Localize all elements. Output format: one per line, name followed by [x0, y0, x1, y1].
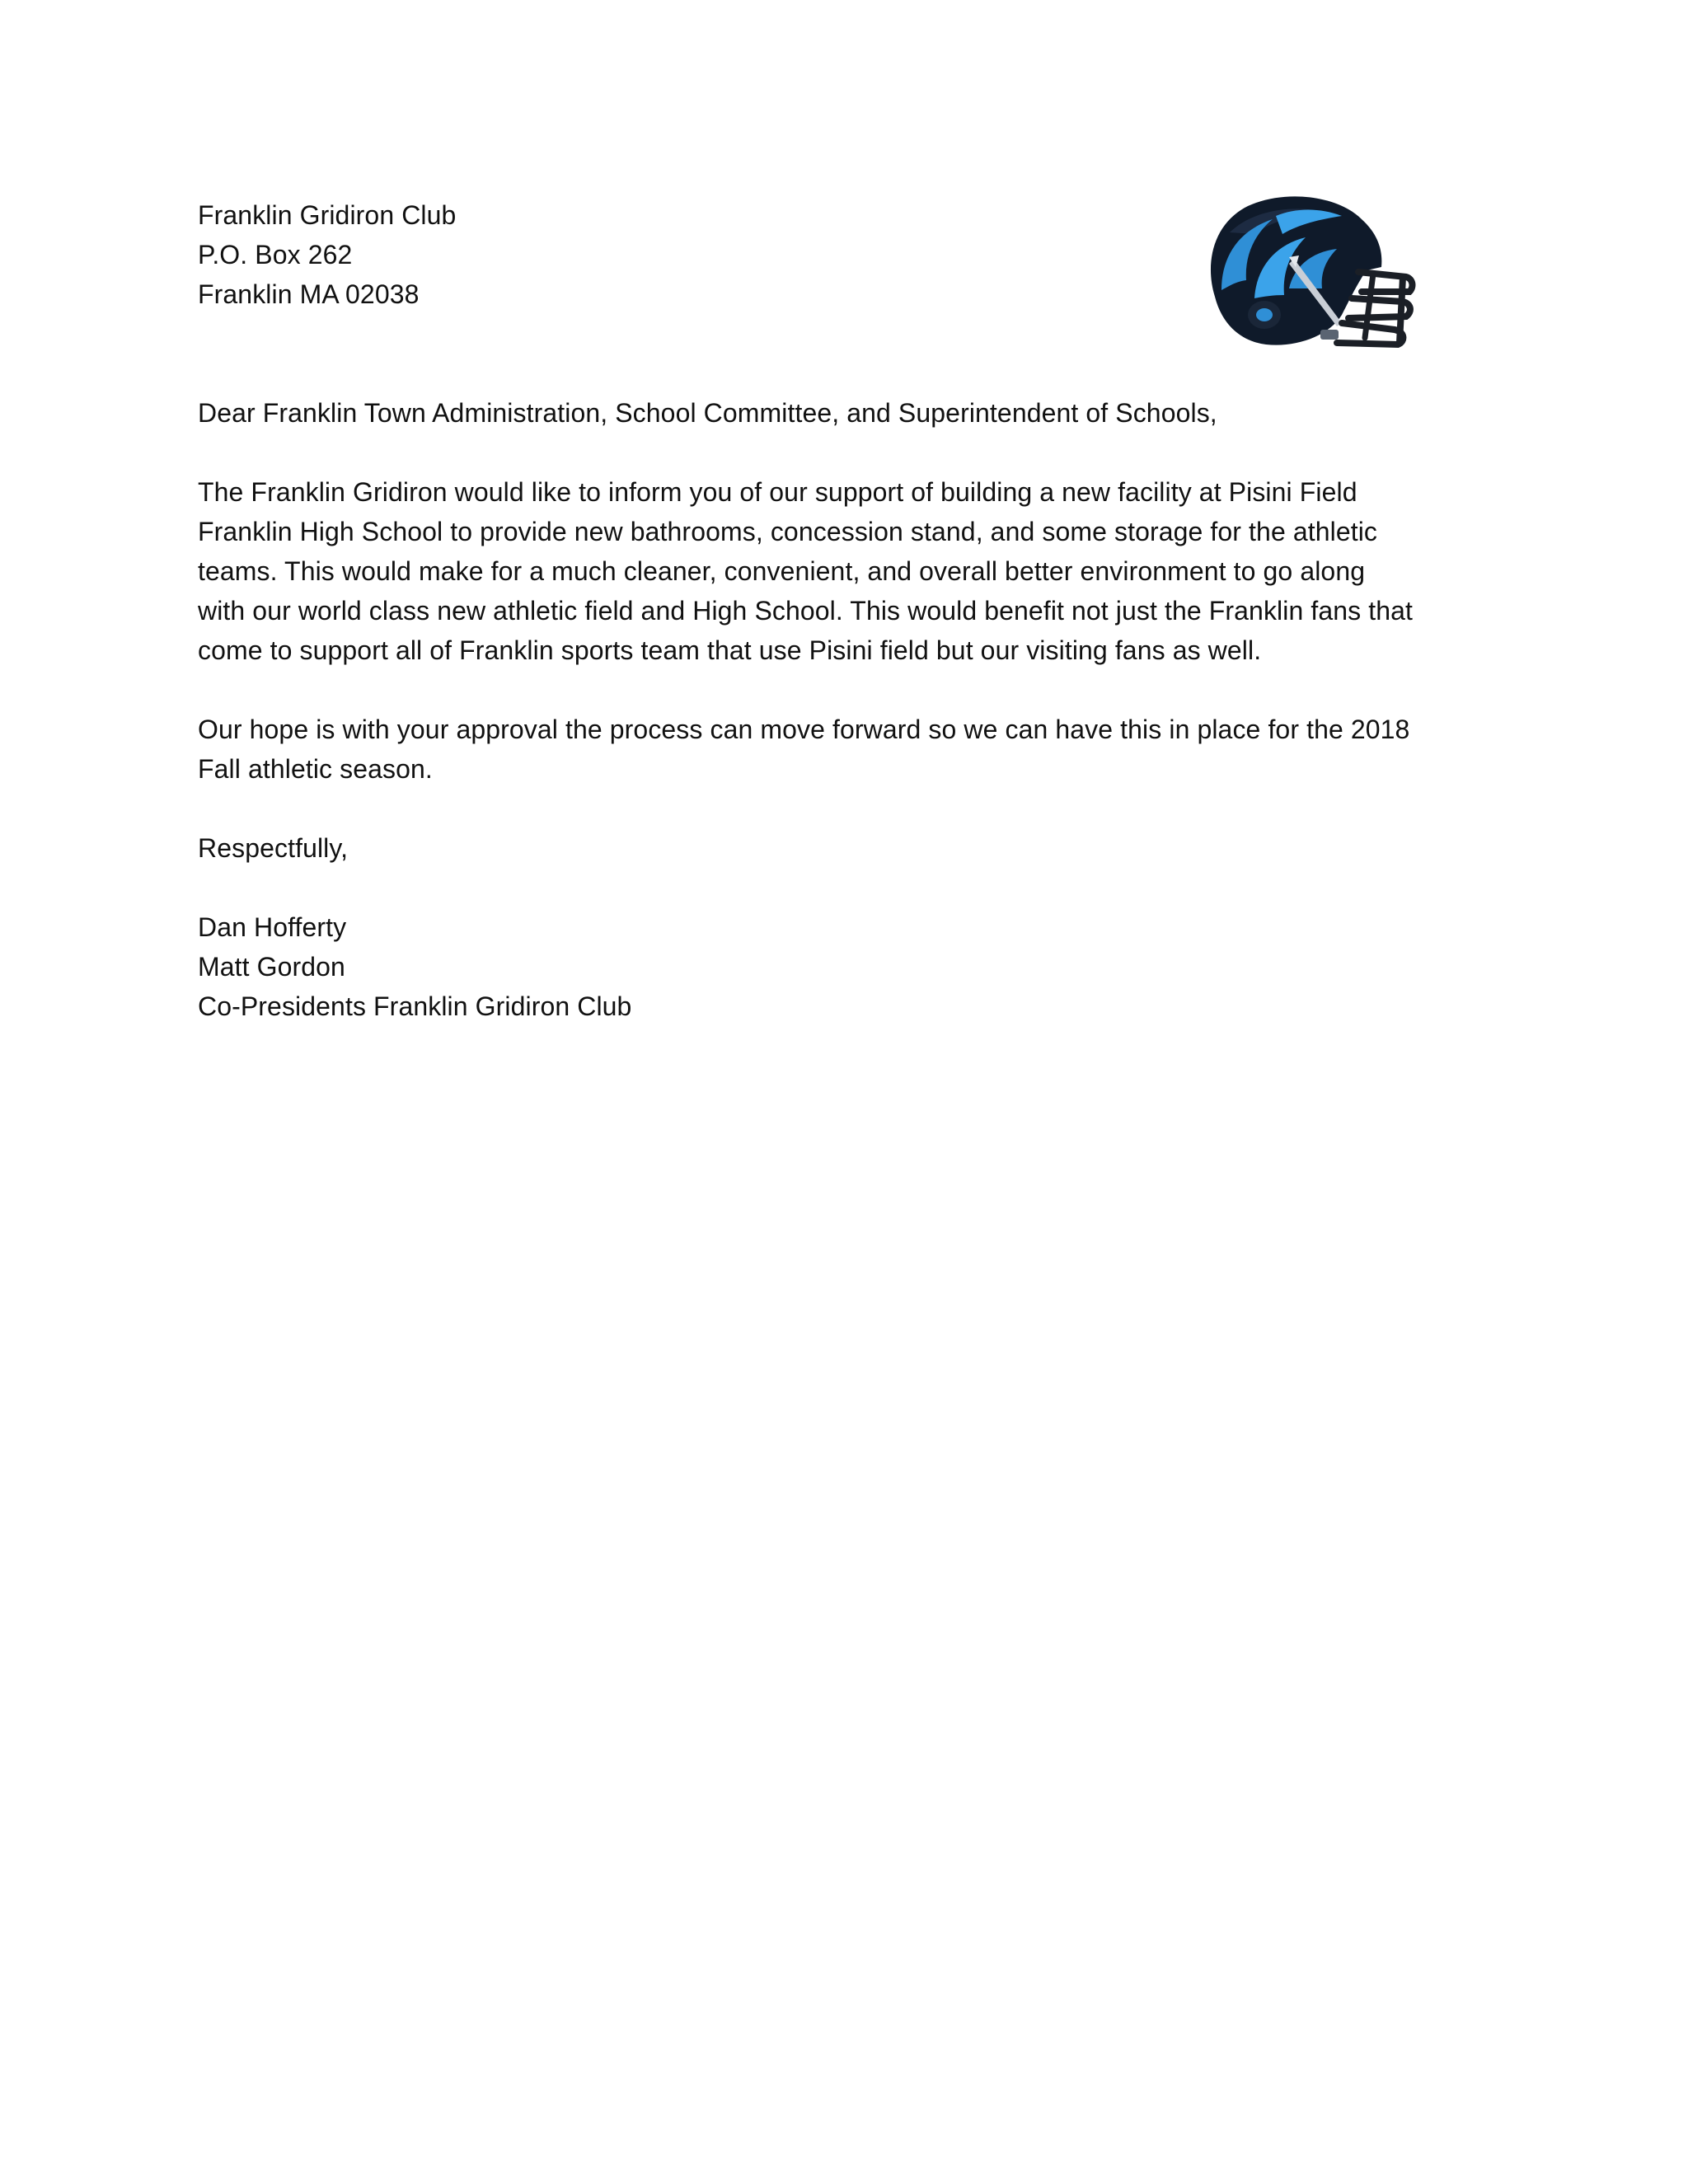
- closing: [198, 828, 1484, 868]
- football-helmet-icon: [1197, 191, 1416, 354]
- signer-name: Matt Gordon: [198, 952, 345, 982]
- closing-line: Respectfully,: [198, 833, 349, 863]
- signer-title: Co-Presidents Franklin Gridiron Club: [198, 991, 632, 1021]
- salutation: [198, 393, 1484, 433]
- body-line: The Franklin Gridiron would like to inform you of our support of building a new facility at Pisini Field: [198, 477, 1357, 507]
- signature-block: [198, 907, 1484, 1026]
- sender-name: Franklin Gridiron Club: [198, 200, 457, 230]
- signer-name: Dan Hofferty: [198, 912, 347, 942]
- body-paragraph-1: [198, 472, 1484, 670]
- sender-po-box: P.O. Box 262: [198, 240, 353, 269]
- salutation-line: Dear Franklin Town Administration, School Committee, and Superintendent of Schools,: [198, 398, 1217, 428]
- body-line: with our world class new athletic field and High School. This would benefit not just the Franklin fans that: [198, 596, 1413, 626]
- body-line: teams. This would make for a much cleaner, convenient, and overall better environment to go along: [198, 556, 1366, 586]
- sender-city-zip: Franklin MA 02038: [198, 279, 420, 309]
- body-line: Fall athletic season.: [198, 754, 433, 784]
- body-line: Franklin High School to provide new bathrooms, concession stand, and some storage for the athletic: [198, 517, 1378, 546]
- body-paragraph-2: [198, 710, 1484, 789]
- body-line: Our hope is with your approval the process can move forward so we can have this in place for the 2018: [198, 715, 1410, 744]
- body-line: come to support all of Franklin sports team that use Pisini field but our visiting fans as well.: [198, 635, 1262, 665]
